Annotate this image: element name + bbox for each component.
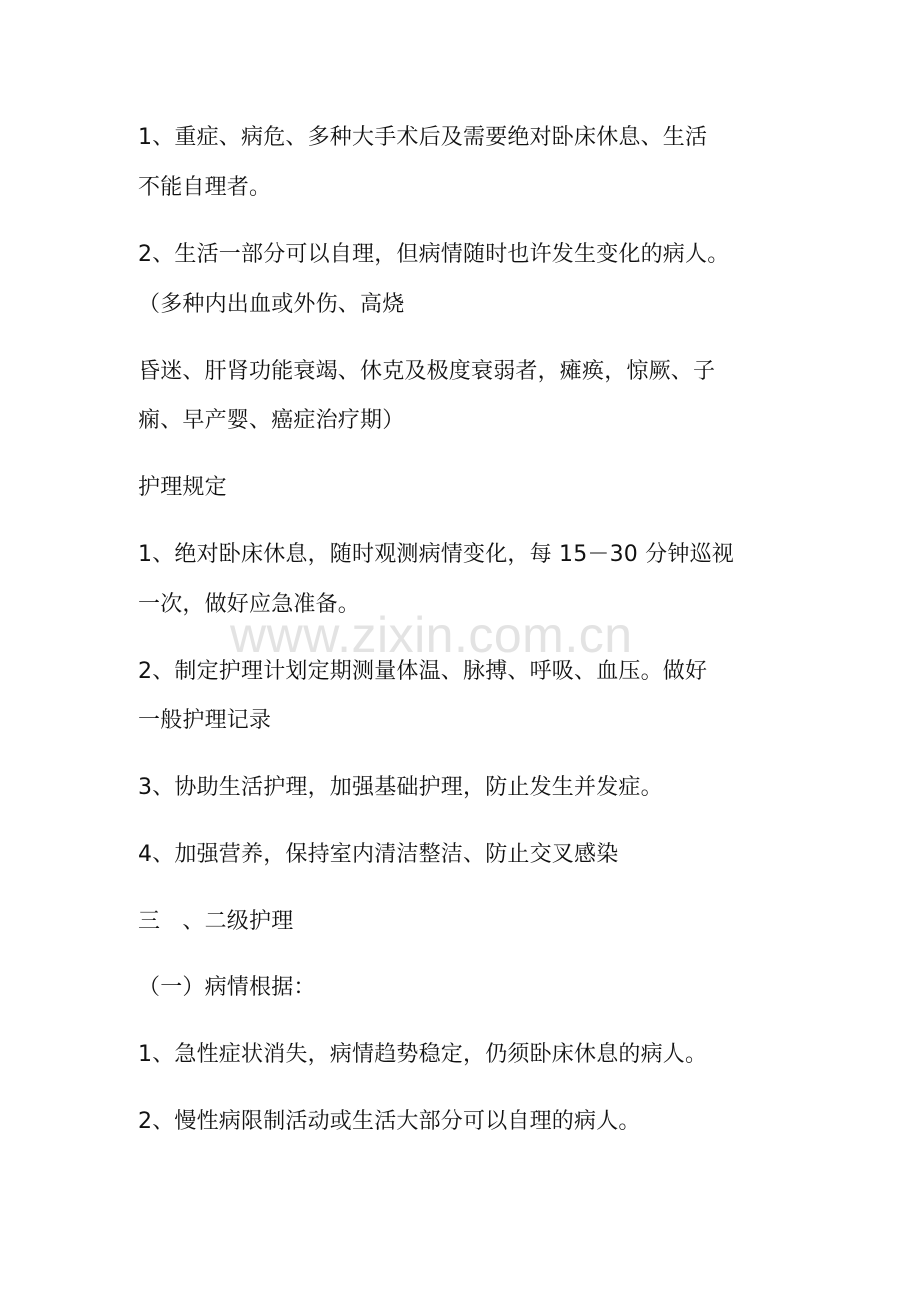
section-heading-nursing-rules: 护理规定 [138,475,227,500]
text-line-10: 2、制定护理计划定期测量体温、脉搏、呼吸、血压。做好 [138,659,708,684]
text-line-12: 3、协助生活护理，加强基础护理，防止发生并发症。 [138,775,663,800]
text-line-11: 一般护理记录 [138,708,272,733]
text-line-17: 2、慢性病限制活动或生活大部分可以自理的病人。 [138,1109,641,1134]
subheading-condition-basis: （一）病情根据： [138,975,316,1000]
text-line-16: 1、急性症状消失，病情趋势稳定，仍须卧床休息的病人。 [138,1042,708,1067]
text-line-6: 痫、早产婴、癌症治疗期） [138,408,405,433]
text-line-1: 1、重症、病危、多种大手术后及需要绝对卧床休息、生活 [138,125,708,150]
text-line-8: 1、绝对卧床休息，随时观测病情变化，每 15－30 分钟巡视 [138,542,734,567]
section-heading-level-2-care: 三 、二级护理 [138,909,294,934]
text-line-2: 不能自理者。 [138,175,272,200]
text-line-3: 2、生活一部分可以自理，但病情随时也许发生变化的病人。 [138,242,730,267]
text-line-13: 4、加强营养，保持室内清洁整洁、防止交叉感染 [138,842,619,867]
watermark: www.zixin.com.cn [230,607,633,663]
text-line-5: 昏迷、肝肾功能衰竭、休克及极度衰弱者，瘫痪，惊厥、子 [138,359,716,384]
text-line-9: 一次，做好应急准备。 [138,592,361,617]
text-line-4: （多种内出血或外伤、高烧 [138,292,405,317]
